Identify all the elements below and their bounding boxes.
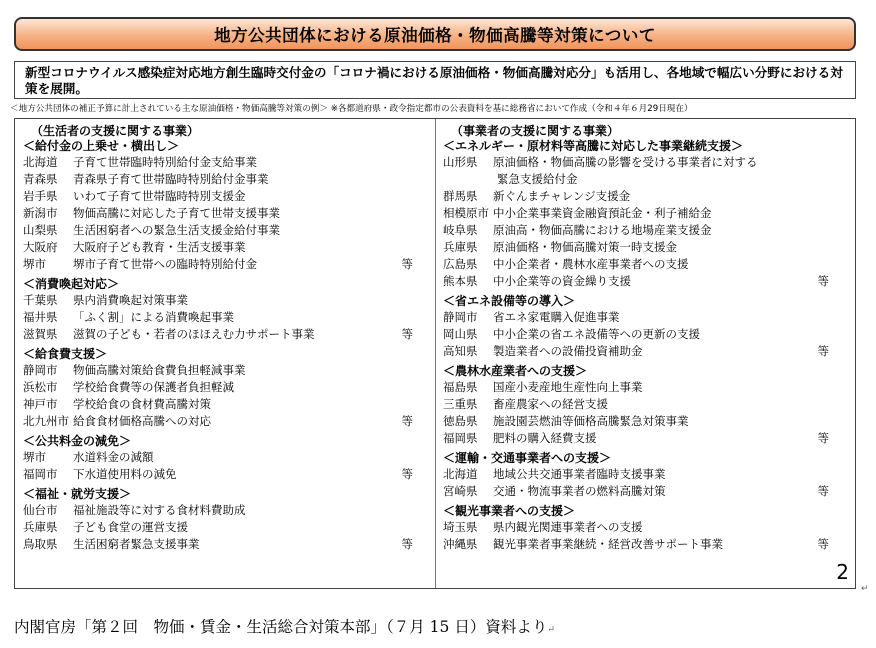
consumer-support-column — [23, 124, 423, 553]
measure-row — [443, 413, 847, 430]
measure-row — [443, 239, 847, 256]
etc-mark: 等 — [401, 327, 413, 341]
region-name: 山梨県 — [23, 223, 58, 237]
region-name: 神戸市 — [23, 397, 58, 411]
measure-name: 「ふく割」による消費喚起事業 — [73, 310, 234, 324]
measure-row — [23, 239, 423, 256]
measure-name: 給食食材価格高騰への対応 — [73, 414, 211, 428]
measure-row — [23, 188, 423, 205]
category-heading: ＜農林水産業者への支援＞ — [443, 364, 588, 378]
etc-mark: 等 — [817, 431, 829, 445]
region-name: 群馬県 — [443, 189, 478, 203]
measure-row — [443, 483, 847, 500]
measure-row — [443, 343, 847, 360]
region-name: 堺市 — [23, 450, 46, 464]
measure-name: 子育て世帯臨時特別給付金支給事業 — [73, 155, 257, 169]
region-name: 青森県 — [23, 172, 58, 186]
measure-row — [23, 154, 423, 171]
measure-name: 中小企業等の資金繰り支援 — [493, 274, 631, 288]
measure-row — [443, 396, 847, 413]
measure-name: 子ども食堂の運営支援 — [73, 520, 188, 534]
source-note: ＜地方公共団体の補正予算に計上されている主な原油価格・物価高騰等対策の例＞ ※各都道府県・政令指定都市の公表資料を基に総務省において作成（令和４年６月29日現在） — [10, 104, 693, 114]
right-column-heading: （事業者の支援に関する事業） — [451, 124, 620, 138]
category-heading: ＜消費喚起対応＞ — [23, 277, 120, 291]
category-heading: ＜福祉・就労支援＞ — [23, 487, 132, 501]
measure-name: 地域公共交通事業者臨時支援事業 — [493, 467, 666, 481]
title-banner — [14, 17, 856, 51]
measure-name: 新ぐんまチャレンジ支援金 — [493, 189, 631, 203]
measure-name: 施設園芸燃油等価格高騰緊急対策事業 — [493, 414, 689, 428]
measure-name-continuation: 緊急支援給付金 — [497, 172, 578, 186]
region-name: 広島県 — [443, 257, 478, 271]
category-heading: ＜エネルギー・原材料等高騰に対応した事業継続支援＞ — [443, 139, 744, 153]
region-name: 大阪府 — [23, 240, 58, 254]
measure-name: 原油価格・物価高騰の影響を受ける事業者に対する — [493, 155, 758, 169]
measure-row — [23, 536, 423, 553]
region-name: 宮崎県 — [443, 484, 478, 498]
etc-mark: 等 — [401, 257, 413, 271]
category-heading: ＜省エネ設備等の導入＞ — [443, 294, 576, 308]
measure-row — [23, 292, 423, 309]
region-name: 岡山県 — [443, 327, 478, 341]
measure-name: 物価高騰に対応した子育て世帯支援事業 — [73, 206, 280, 220]
measure-name: 県内消費喚起対策事業 — [73, 293, 188, 307]
measure-name: いわて子育て世帯臨時特別支援金 — [73, 189, 246, 203]
measure-row — [443, 256, 847, 273]
category-heading: ＜公共料金の減免＞ — [23, 434, 132, 448]
paragraph-mark-icon: ↵ — [547, 625, 555, 635]
region-name: 北海道 — [443, 467, 478, 481]
etc-mark: 等 — [817, 537, 829, 551]
region-name: 兵庫県 — [443, 240, 478, 254]
page-number: 2 — [836, 560, 849, 584]
etc-mark: 等 — [401, 467, 413, 481]
measure-name: 観光事業者事業継続・経営改善サポート事業 — [493, 537, 723, 551]
category-heading: ＜給食費支援＞ — [23, 347, 108, 361]
measure-row — [443, 466, 847, 483]
measure-name: 国産小麦産地生産性向上事業 — [493, 380, 643, 394]
measure-name: 堺市子育て世帯への臨時特別給付金 — [73, 257, 257, 271]
measure-row — [23, 171, 423, 188]
lead-summary-box — [14, 61, 856, 99]
region-name: 福井県 — [23, 310, 58, 324]
business-support-column — [443, 124, 847, 553]
measure-row — [443, 205, 847, 222]
measure-row — [443, 326, 847, 343]
region-name: 熊本県 — [443, 274, 478, 288]
region-name: 鳥取県 — [23, 537, 58, 551]
measure-row — [23, 449, 423, 466]
etc-mark: 等 — [817, 274, 829, 288]
measure-row — [443, 536, 847, 553]
measure-row — [443, 309, 847, 326]
measure-row — [443, 154, 847, 171]
region-name: 静岡市 — [23, 363, 58, 377]
measure-name: 中小企業者・農林水産事業者への支援 — [493, 257, 689, 271]
region-name: 埼玉県 — [443, 520, 478, 534]
measure-name: 省エネ家電購入促進事業 — [493, 310, 620, 324]
region-name: 滋賀県 — [23, 327, 58, 341]
region-name: 福岡県 — [443, 431, 478, 445]
measure-name: 中小企業の省エネ設備等への更新の支援 — [493, 327, 700, 341]
region-name: 静岡市 — [443, 310, 478, 324]
measure-name: 製造業者への設備投資補助金 — [493, 344, 643, 358]
region-name: 新潟市 — [23, 206, 58, 220]
region-name: 沖縄県 — [443, 537, 478, 551]
measure-row — [443, 379, 847, 396]
measure-row — [23, 256, 423, 273]
measure-name: 物価高騰対策給食費負担軽減事業 — [73, 363, 246, 377]
measure-row — [443, 188, 847, 205]
region-name: 福岡市 — [23, 467, 58, 481]
measure-row-continuation — [443, 171, 847, 188]
measure-row — [443, 273, 847, 290]
category-heading: ＜給付金の上乗せ・横出し＞ — [23, 139, 180, 153]
region-name: 千葉県 — [23, 293, 58, 307]
region-name: 徳島県 — [443, 414, 478, 428]
measure-name: 滋賀の子ども・若者のほほえむ力サポート事業 — [73, 327, 315, 341]
region-name: 相模原市 — [443, 206, 489, 220]
measure-name: 生活困窮者緊急支援事業 — [73, 537, 200, 551]
measure-name: 福祉施設等に対する食材料費助成 — [73, 503, 246, 517]
caption-text: 内閣官房「第２回 物価・賃金・生活総合対策本部」（７月 15 日）資料より — [14, 618, 548, 636]
etc-mark: 等 — [401, 537, 413, 551]
measure-name: 中小企業事業資金融資預託金・利子補給金 — [493, 206, 712, 220]
region-name: 堺市 — [23, 257, 46, 271]
measures-table — [14, 118, 856, 589]
measure-row — [23, 502, 423, 519]
measure-row — [23, 362, 423, 379]
measure-name: 大阪府子ども教育・生活支援事業 — [73, 240, 246, 254]
measure-name: 畜産農家への経営支援 — [493, 397, 608, 411]
source-caption — [14, 615, 555, 637]
etc-mark: 等 — [817, 484, 829, 498]
region-name: 岐阜県 — [443, 223, 478, 237]
measure-name: 水道料金の減額 — [73, 450, 154, 464]
region-name: 三重県 — [443, 397, 478, 411]
region-name: 山形県 — [443, 155, 478, 169]
measure-name: 交通・物流事業者の燃料高騰対策 — [493, 484, 666, 498]
measure-row — [443, 222, 847, 239]
left-column-heading: （生活者の支援に関する事業） — [31, 124, 200, 138]
measure-row — [443, 519, 847, 536]
measure-row — [23, 413, 423, 430]
etc-mark: 等 — [817, 344, 829, 358]
region-name: 北九州市 — [23, 414, 69, 428]
region-name: 浜松市 — [23, 380, 58, 394]
column-divider — [435, 119, 436, 588]
measure-row — [23, 519, 423, 536]
measure-name: 青森県子育て世帯臨時特別給付金事業 — [73, 172, 269, 186]
measure-row — [23, 205, 423, 222]
measure-row — [23, 326, 423, 343]
measure-name: 原油高・物価高騰における地場産業支援金 — [493, 223, 712, 237]
region-name: 兵庫県 — [23, 520, 58, 534]
etc-mark: 等 — [401, 414, 413, 428]
category-heading: ＜観光事業者への支援＞ — [443, 504, 576, 518]
measure-row — [23, 379, 423, 396]
measure-row — [23, 396, 423, 413]
paragraph-mark-icon: ↵ — [861, 584, 869, 594]
lead-text: 新型コロナウイルス感染症対応地方創生臨時交付金の「コロナ禍における原油価格・物価高騰対応分」も活用し、各地域で幅広い分野における対策を展開。 — [25, 65, 843, 96]
region-name: 福島県 — [443, 380, 478, 394]
measure-name: 生活困窮者への緊急生活支援金給付事業 — [73, 223, 280, 237]
page-title: 地方公共団体における原油価格・物価高騰等対策について — [214, 26, 656, 45]
measure-row — [23, 309, 423, 326]
measure-row — [23, 222, 423, 239]
region-name: 仙台市 — [23, 503, 58, 517]
measure-name: 学校給食の食材費高騰対策 — [73, 397, 211, 411]
region-name: 高知県 — [443, 344, 478, 358]
region-name: 岩手県 — [23, 189, 58, 203]
measure-name: 原油価格・物価高騰対策一時支援金 — [493, 240, 677, 254]
measure-name: 肥料の購入経費支援 — [493, 431, 597, 445]
measure-row — [23, 466, 423, 483]
measure-name: 県内観光関連事業者への支援 — [493, 520, 643, 534]
category-heading: ＜運輸・交通事業者への支援＞ — [443, 451, 612, 465]
measure-row — [443, 430, 847, 447]
region-name: 北海道 — [23, 155, 58, 169]
measure-name: 学校給食費等の保護者負担軽減 — [73, 380, 234, 394]
measure-name: 下水道使用料の減免 — [73, 467, 177, 481]
